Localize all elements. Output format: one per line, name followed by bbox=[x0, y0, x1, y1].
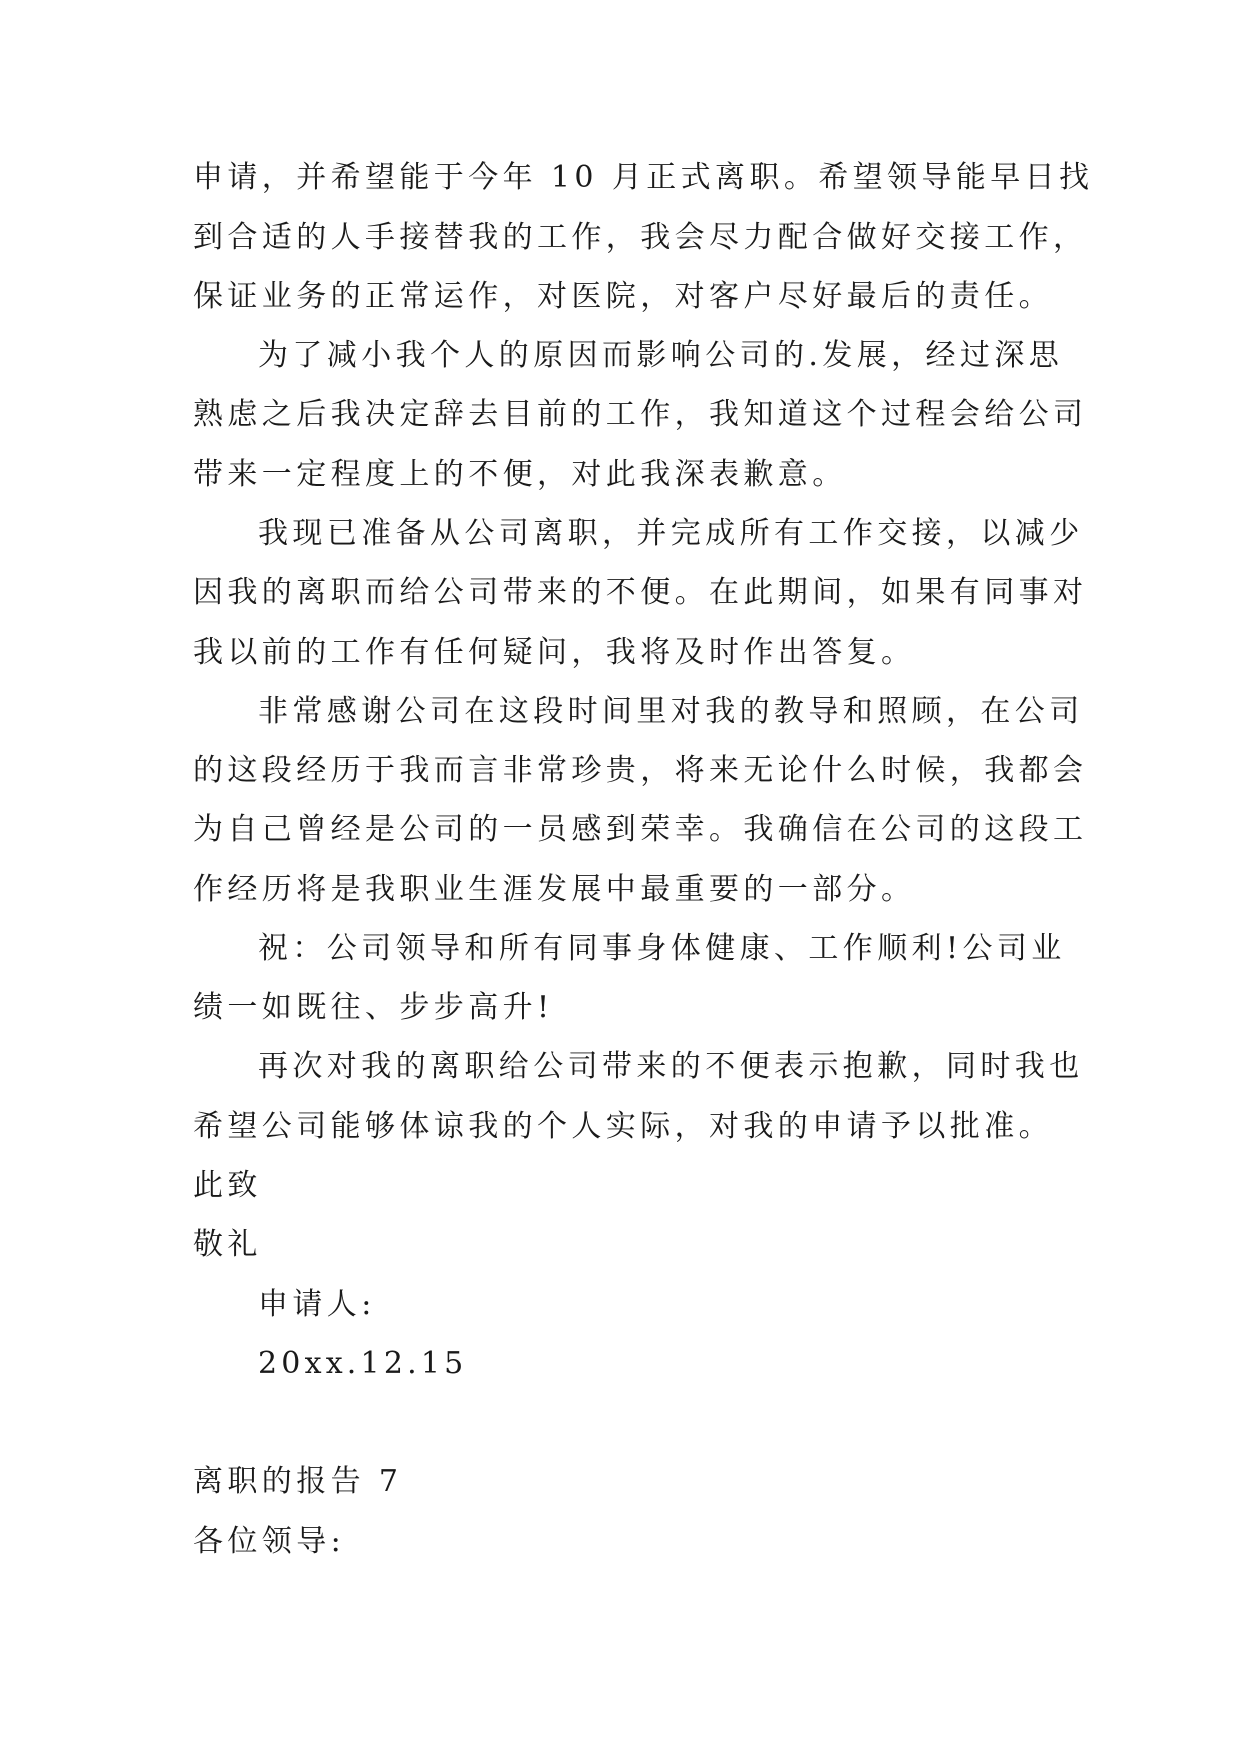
paragraph-line: 保证业务的正常运作，对医院，对客户尽好最后的责任。 bbox=[193, 279, 1053, 314]
paragraph-line: 非常感谢公司在这段时间里对我的教导和照顾，在公司 bbox=[258, 694, 1084, 729]
date-line: 20xx.12.15 bbox=[258, 1346, 468, 1381]
paragraph-line: 希望公司能够体谅我的个人实际，对我的申请予以批准。 bbox=[193, 1109, 1053, 1144]
paragraph-line: 我以前的工作有任何疑问，我将及时作出答复。 bbox=[193, 635, 916, 670]
paragraph-line: 到合适的人手接替我的工作，我会尽力配合做好交接工作， bbox=[193, 220, 1088, 255]
paragraph-line: 我现已准备从公司离职，并完成所有工作交接，以减少 bbox=[258, 516, 1084, 551]
paragraph-line: 再次对我的离职给公司带来的不便表示抱歉，同时我也 bbox=[258, 1049, 1084, 1084]
paragraph-line: 带来一定程度上的不便，对此我深表歉意。 bbox=[193, 457, 847, 492]
salutation-line: 各位领导: bbox=[193, 1524, 346, 1559]
paragraph-line: 因我的离职而给公司带来的不便。在此期间，如果有同事对 bbox=[193, 575, 1088, 610]
paragraph-line: 为了减小我个人的原因而影响公司的.发展，经过深思 bbox=[258, 338, 1064, 373]
paragraph-line: 熟虑之后我决定辞去目前的工作，我知道这个过程会给公司 bbox=[193, 397, 1088, 432]
paragraph-line: 的这段经历于我而言非常珍贵，将来无论什么时候，我都会 bbox=[193, 753, 1088, 788]
paragraph-line: 祝：公司领导和所有同事身体健康、工作顺利!公司业 bbox=[258, 931, 1066, 966]
closing-line: 敬礼 bbox=[193, 1227, 262, 1262]
paragraph-line: 绩一如既往、步步高升! bbox=[193, 990, 554, 1025]
paragraph-line: 申请，并希望能于今年 10 月正式离职。希望领导能早日找 bbox=[193, 160, 1094, 195]
paragraph-line: 作经历将是我职业生涯发展中最重要的一部分。 bbox=[193, 872, 916, 907]
paragraph-line: 为自己曾经是公司的一员感到荣幸。我确信在公司的这段工 bbox=[193, 812, 1088, 847]
applicant-line: 申请人: bbox=[258, 1287, 376, 1322]
closing-line: 此致 bbox=[193, 1168, 262, 1203]
section-title: 离职的报告 7 bbox=[193, 1464, 403, 1499]
